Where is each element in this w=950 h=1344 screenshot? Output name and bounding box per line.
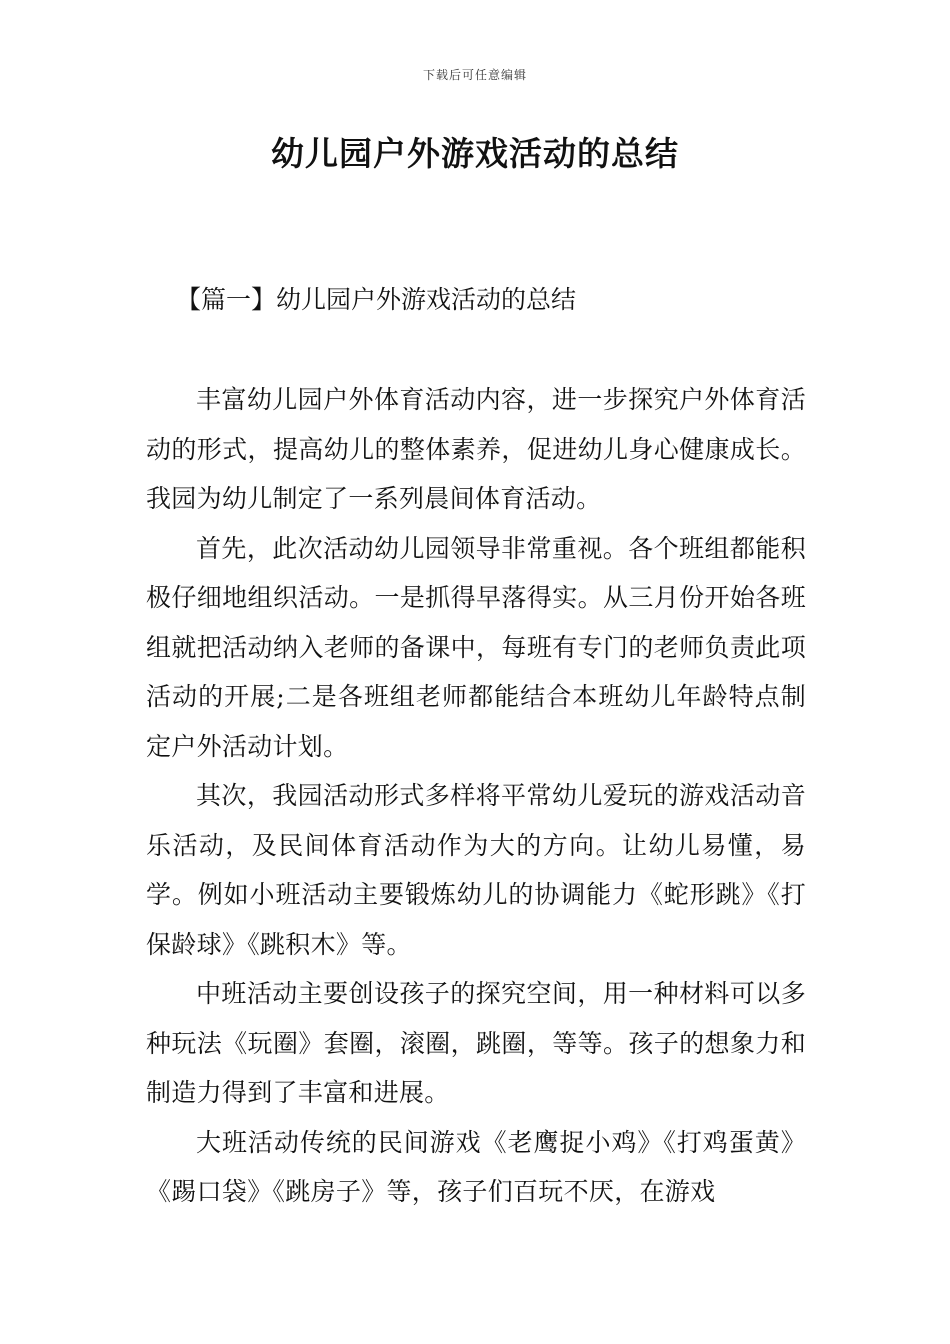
- paragraph: 首先，此次活动幼儿园领导非常重视。各个班组都能积极仔细地组织活动。一是抓得早落得实。从三月份开始各班组就把活动纳入老师的备课中，每班有专门的老师负责此项活动的开展;二是各班组老师都能结合本班幼儿年龄特点制定户外活动计划。: [146, 533, 806, 761]
- header-note: 下载后可任意编辑: [422, 68, 527, 82]
- document-title: 幼儿园户外游戏活动的总结: [271, 134, 679, 173]
- paragraph: 大班活动传统的民间游戏《老鹰捉小鸡》《打鸡蛋黄》《踢口袋》《跳房子》等，孩子们百玩不厌，在游戏: [146, 1127, 806, 1206]
- paragraph: 丰富幼儿园户外体育活动内容，进一步探究户外体育活动的形式，提高幼儿的整体素养，促进幼儿身心健康成长。我园为幼儿制定了一系列晨间体育活动。: [146, 385, 806, 513]
- paragraph: 其次，我园活动形式多样将平常幼儿爱玩的游戏活动音乐活动，及民间体育活动作为大的方向。让幼儿易懂，易学。例如小班活动主要锻炼幼儿的协调能力《蛇形跳》《打保龄球》《跳积木》等。: [146, 781, 806, 959]
- paragraph: 中班活动主要创设孩子的探究空间，用一种材料可以多种玩法《玩圈》套圈，滚圈，跳圈，等等。孩子的想象力和制造力得到了丰富和进展。: [146, 979, 806, 1107]
- body-text: [146, 375, 806, 1217]
- section-heading: 【篇一】幼儿园户外游戏活动的总结: [176, 285, 577, 314]
